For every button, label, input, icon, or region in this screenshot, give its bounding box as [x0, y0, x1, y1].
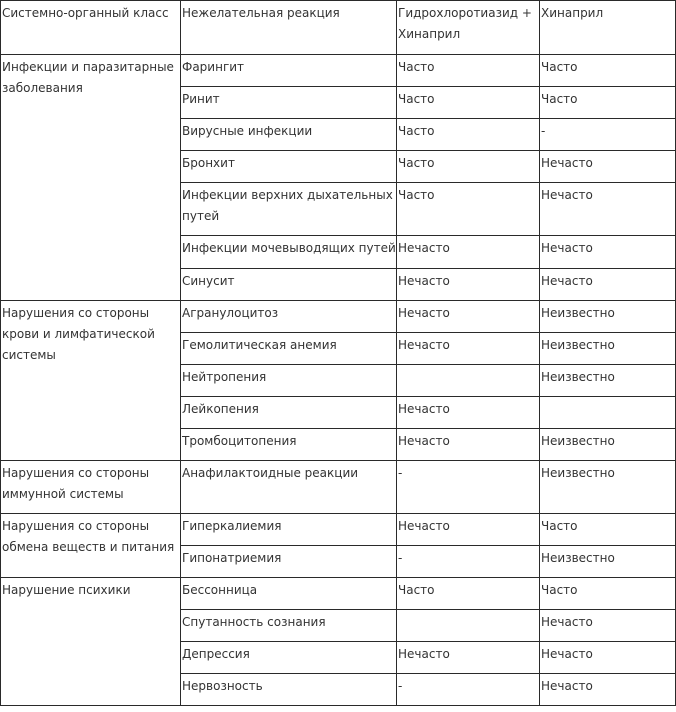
combo-frequency-cell: - — [397, 674, 540, 706]
header-organ-class: Системно-органный класс — [1, 1, 181, 55]
reaction-cell: Ринит — [181, 87, 397, 119]
reaction-cell: Лейкопения — [181, 397, 397, 429]
table-row — [1, 461, 676, 514]
quinapril-frequency-cell: Неизвестно — [540, 546, 676, 578]
organ-class-cell: Нарушения со стороны иммунной системы — [1, 461, 181, 514]
combo-frequency-cell: Нечасто — [397, 333, 540, 365]
quinapril-frequency-cell: Нечасто — [540, 642, 676, 674]
organ-class-cell: Инфекции и паразитарные заболевания — [1, 55, 181, 301]
reaction-cell: Нервозность — [181, 674, 397, 706]
combo-frequency-cell: - — [397, 461, 540, 514]
reaction-cell: Вирусные инфекции — [181, 119, 397, 151]
reaction-cell: Инфекции мочевыводящих путей — [181, 236, 397, 269]
combo-frequency-cell: Часто — [397, 183, 540, 236]
reaction-cell: Инфекции верхних дыхательных путей — [181, 183, 397, 236]
table-row — [1, 55, 676, 87]
reaction-cell: Агранулоцитоз — [181, 301, 397, 333]
quinapril-frequency-cell — [540, 397, 676, 429]
header-quinapril: Хинаприл — [540, 1, 676, 55]
quinapril-frequency-cell: Нечасто — [540, 674, 676, 706]
quinapril-frequency-cell: Неизвестно — [540, 429, 676, 461]
reaction-cell: Фарингит — [181, 55, 397, 87]
quinapril-frequency-cell: Нечасто — [540, 269, 676, 301]
reaction-cell: Нейтропения — [181, 365, 397, 397]
combo-frequency-cell: Часто — [397, 55, 540, 87]
quinapril-frequency-cell: Часто — [540, 87, 676, 119]
combo-frequency-cell: Часто — [397, 151, 540, 183]
reaction-cell: Тромбоцитопения — [181, 429, 397, 461]
quinapril-frequency-cell: Нечасто — [540, 183, 676, 236]
reaction-cell: Гемолитическая анемия — [181, 333, 397, 365]
combo-frequency-cell: Нечасто — [397, 514, 540, 546]
quinapril-frequency-cell: Нечасто — [540, 236, 676, 269]
table-row — [1, 301, 676, 333]
reaction-cell: Бессонница — [181, 578, 397, 610]
combo-frequency-cell — [397, 610, 540, 642]
combo-frequency-cell: Нечасто — [397, 269, 540, 301]
combo-frequency-cell: Нечасто — [397, 301, 540, 333]
organ-class-cell: Нарушение психики — [1, 578, 181, 706]
quinapril-frequency-cell: Нечасто — [540, 151, 676, 183]
header-adverse-reaction: Нежелательная реакция — [181, 1, 397, 55]
quinapril-frequency-cell: Часто — [540, 578, 676, 610]
combo-frequency-cell: Часто — [397, 578, 540, 610]
reaction-cell: Гиперкалиемия — [181, 514, 397, 546]
reaction-cell: Бронхит — [181, 151, 397, 183]
combo-frequency-cell: Нечасто — [397, 429, 540, 461]
quinapril-frequency-cell: Нечасто — [540, 610, 676, 642]
combo-frequency-cell: - — [397, 546, 540, 578]
header-row — [1, 1, 676, 55]
table-row — [1, 578, 676, 610]
reaction-cell: Депрессия — [181, 642, 397, 674]
combo-frequency-cell: Нечасто — [397, 642, 540, 674]
header-hydrochlorothiazide-quinapril: Гидрохлоротиазид + Хинаприл — [397, 1, 540, 55]
quinapril-frequency-cell: - — [540, 119, 676, 151]
organ-class-cell: Нарушения со стороны обмена веществ и питания — [1, 514, 181, 578]
combo-frequency-cell — [397, 365, 540, 397]
quinapril-frequency-cell: Неизвестно — [540, 365, 676, 397]
reaction-cell: Анафилактоидные реакции — [181, 461, 397, 514]
quinapril-frequency-cell: Неизвестно — [540, 461, 676, 514]
reaction-cell: Синусит — [181, 269, 397, 301]
organ-class-cell: Нарушения со стороны крови и лимфатической системы — [1, 301, 181, 461]
table-body — [1, 1, 676, 706]
combo-frequency-cell: Часто — [397, 119, 540, 151]
quinapril-frequency-cell: Часто — [540, 55, 676, 87]
combo-frequency-cell: Нечасто — [397, 397, 540, 429]
quinapril-frequency-cell: Часто — [540, 514, 676, 546]
reaction-cell: Спутанность сознания — [181, 610, 397, 642]
quinapril-frequency-cell: Неизвестно — [540, 301, 676, 333]
reaction-cell: Гипонатриемия — [181, 546, 397, 578]
combo-frequency-cell: Нечасто — [397, 236, 540, 269]
table-row — [1, 514, 676, 546]
combo-frequency-cell: Часто — [397, 87, 540, 119]
quinapril-frequency-cell: Неизвестно — [540, 333, 676, 365]
